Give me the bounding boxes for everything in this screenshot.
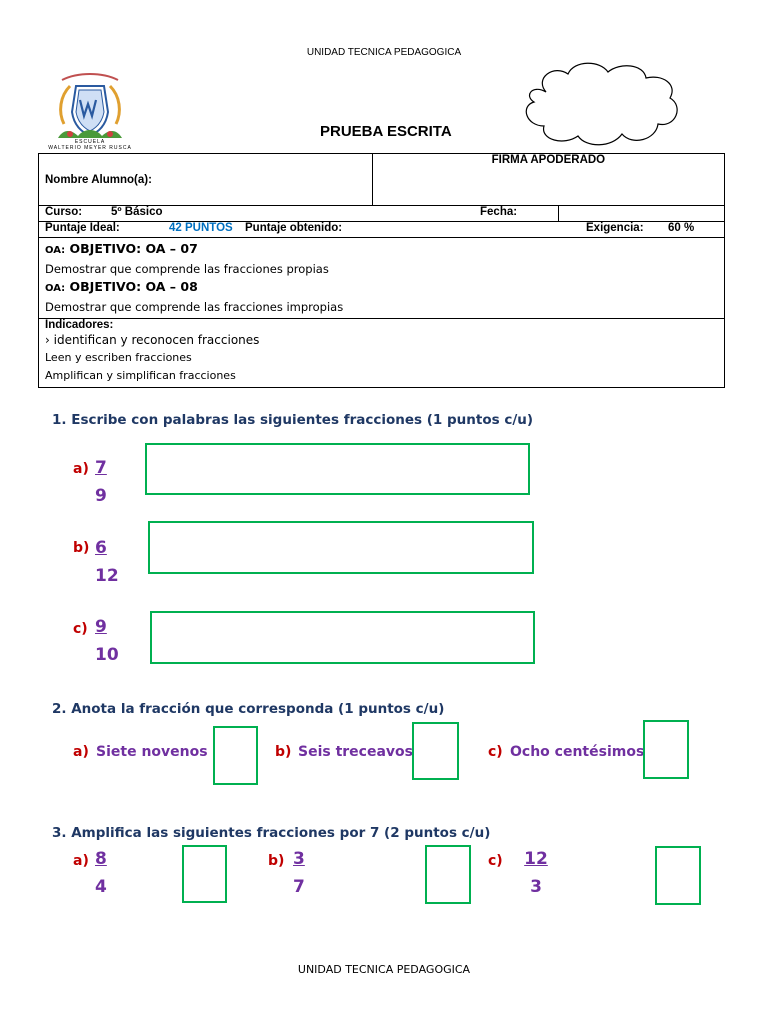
indicator-item: › identifican y reconocen fracciones bbox=[45, 333, 260, 347]
q2-answer-box-b[interactable] bbox=[412, 722, 459, 780]
page-title: PRUEBA ESCRITA bbox=[320, 123, 452, 140]
q3-item-b-label: b) bbox=[268, 853, 285, 869]
date-label: Fecha: bbox=[480, 206, 518, 218]
q2-item-b-label: b) bbox=[275, 744, 292, 760]
q2-answer-box-a[interactable] bbox=[213, 726, 258, 785]
q2-item-a-text: Siete novenos bbox=[96, 744, 208, 760]
q1-answer-box-b[interactable] bbox=[148, 521, 534, 574]
cloud-shape bbox=[516, 62, 692, 152]
oa2-title: OBJETIVO: OA – 08 bbox=[65, 279, 198, 294]
oa1-title: OBJETIVO: OA – 07 bbox=[65, 241, 198, 256]
q3-item-b-fraction: $\frac{3}{7}$ bbox=[293, 849, 305, 897]
q1-item-c-fraction: $\frac{9}{10}$ bbox=[95, 617, 119, 665]
ideal-score-label: Puntaje Ideal: bbox=[45, 222, 120, 234]
q2-item-a-label: a) bbox=[73, 744, 89, 760]
indicators-label: Indicadores: bbox=[45, 319, 114, 331]
q3-item-a-label: a) bbox=[73, 853, 89, 869]
course-value: 5º Básico bbox=[111, 206, 163, 218]
oa1-text: Demostrar que comprende las fracciones propias bbox=[45, 262, 329, 276]
q1-answer-box-a[interactable] bbox=[145, 443, 530, 495]
logo-text-name: WALTERIO MEYER RUSCA bbox=[48, 145, 132, 151]
q3-item-c-label: c) bbox=[488, 853, 503, 869]
q1-item-b-fraction: $\frac{6}{12}$ bbox=[95, 538, 119, 586]
exigency-label: Exigencia: bbox=[586, 222, 644, 234]
exigency-value: 60 % bbox=[668, 222, 695, 234]
question-3-title: 3. Amplifica las siguientes fracciones por 7 (2 puntos c/u) bbox=[52, 825, 491, 841]
ideal-score-value: 42 PUNTOS bbox=[169, 222, 233, 234]
signature-cell[interactable]: FIRMA APODERADO bbox=[372, 154, 724, 206]
footer-text: UNIDAD TECNICA PEDAGOGICA bbox=[297, 963, 471, 976]
question-1-title: 1. Escribe con palabras las siguientes fracciones (1 puntos c/u) bbox=[52, 412, 534, 428]
q2-item-c-label: c) bbox=[488, 744, 503, 760]
logo-text-escuela: ESCUELA bbox=[74, 139, 106, 145]
indicator-item: Leen y escriben fracciones bbox=[45, 351, 192, 364]
student-info-table bbox=[38, 153, 725, 388]
q1-item-b-label: b) bbox=[73, 540, 90, 556]
q2-answer-box-c[interactable] bbox=[643, 720, 689, 779]
q1-answer-box-c[interactable] bbox=[150, 611, 535, 664]
indicator-item: Amplifican y simplifican fracciones bbox=[45, 369, 236, 382]
oa2-prefix: OA: bbox=[45, 283, 66, 294]
student-name-cell[interactable]: Nombre Alumno(a): bbox=[39, 154, 373, 206]
oa2-text: Demostrar que comprende las fracciones impropias bbox=[45, 300, 344, 314]
course-label: Curso: bbox=[45, 206, 83, 218]
obtained-score-label: Puntaje obtenido: bbox=[245, 222, 343, 234]
school-logo bbox=[48, 72, 132, 152]
q1-item-c-label: c) bbox=[73, 621, 88, 637]
q3-answer-box-c[interactable] bbox=[655, 846, 701, 905]
question-2-title: 2. Anota la fracción que corresponda (1 puntos c/u) bbox=[52, 701, 445, 717]
header-text: UNIDAD TECNICA PEDAGOGICA bbox=[306, 47, 462, 58]
q3-item-c-fraction: $\frac{12}{3}$ bbox=[524, 849, 548, 897]
q1-item-a-fraction: $\frac{7}{9}$ bbox=[95, 458, 107, 506]
q3-item-a-fraction: $\frac{8}{4}$ bbox=[95, 849, 107, 897]
q3-answer-box-b[interactable] bbox=[425, 845, 471, 904]
q2-item-b-text: Seis treceavos bbox=[298, 744, 413, 760]
q3-answer-box-a[interactable] bbox=[182, 845, 227, 903]
q1-item-a-label: a) bbox=[73, 461, 89, 477]
oa1-prefix: OA: bbox=[45, 245, 66, 256]
q2-item-c-text: Ocho centésimos bbox=[510, 744, 645, 760]
